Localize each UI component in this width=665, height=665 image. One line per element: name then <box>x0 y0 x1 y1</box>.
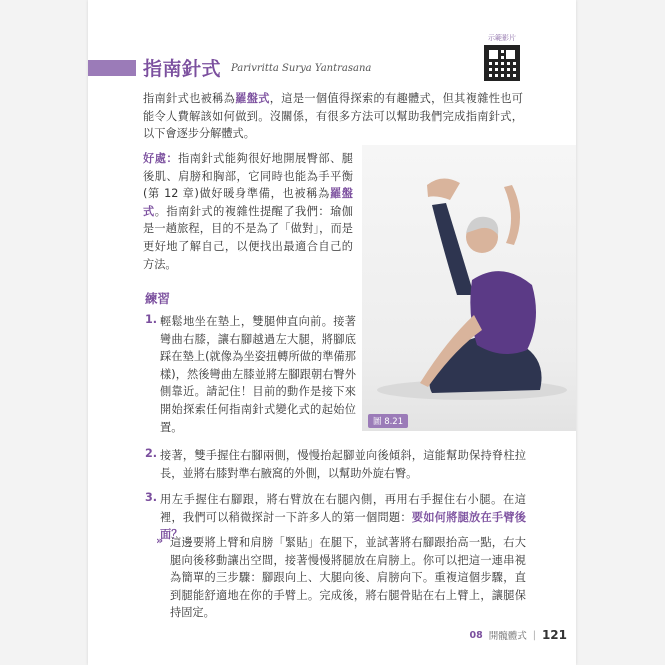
step-3-question: 要如何將腿放在手臂後面？ <box>160 510 526 542</box>
intro-highlight: 羅盤式 <box>235 92 270 105</box>
page-number: 121 <box>541 628 567 642</box>
intro-paragraph <box>143 90 523 143</box>
benefits-text-2: 。指南針式的複雜性提醒了我們：瑜伽是一趟旅程，目的不是為了「做對」，而是更好地了解自己，以便找出最適合自己的方法。 <box>143 204 353 271</box>
title-accent-bar <box>88 60 136 76</box>
qr-label: 示範影片 <box>488 34 516 42</box>
footer-separator: | <box>532 629 536 641</box>
raised-leg <box>432 203 474 295</box>
qr-code-icon[interactable] <box>484 45 520 81</box>
benefits-lead: 好處： <box>143 152 179 165</box>
step-1-text: 輕鬆地坐在墊上，雙腿伸直向前。接著彎曲右膝，讓右腳越過左大腿，將腳底踩在墊上(就像為坐姿扭轉所做的準備那樣)，然後彎曲左膝並將左腳跟朝右臀外側靠近。請記住！目前的動作是接下來開始探索任何指南針式變化式的起始位置。 <box>160 315 356 434</box>
step-3-number: 3. <box>145 491 158 504</box>
benefits-text-1: 指南針式能夠很好地開展臀部、腿後肌、肩膀和胸部，它同時也能為手平衡(第 12 章)做好暖身準備，也被稱為 <box>143 152 353 201</box>
benefits-highlight: 羅盤式 <box>143 187 353 218</box>
step-2-number: 2. <box>145 447 158 460</box>
chapter-title: 開髖體式 <box>488 631 527 642</box>
step-2-text: 接著，雙手握住右腳兩側，慢慢抬起腳並向後傾斜，這能幫助保持脊柱拉長，並將右膝對準右腋窩的外側，以幫助外旋右臀。 <box>160 449 526 480</box>
step-1-number: 1. <box>145 313 158 326</box>
qr-block <box>478 34 526 81</box>
raised-foot <box>427 178 460 200</box>
intro-text-1: 指南針式也被稱為 <box>143 92 236 105</box>
page-footer <box>469 628 567 642</box>
step-3-text-body: 用左手握住右腳跟，將右臂放在右腿內側，再用右手握住右小腿。在這裡，我們可以稍微探討一下許多人的第一個問題： <box>160 493 526 524</box>
intro-text-2: ，這是一個值得探索的有趣體式，但其複雜性也可能令人費解該如何做到。沒關係，有很多方法可以幫助我們完成指南針式，以下會逐步分解體式。 <box>143 92 523 141</box>
benefits-paragraph <box>143 150 353 273</box>
yoga-pose-illustration <box>362 145 576 431</box>
tank-top <box>470 271 536 354</box>
page-title: 指南針式 <box>143 58 222 80</box>
practice-heading: 練習 <box>145 291 171 306</box>
chapter-number: 08 <box>469 629 483 641</box>
sub-step-text: 這邊要將上臂和肩膀「緊貼」在腿下，並試著將右腳跟抬高一點，右大腿向後移動讓出空間，接著慢慢將腿放在肩膀上。你可以把這一連串視為簡單的三步驟：腳跟向上、大腿向後、肩膀向下。重複這個步驟，直到腿能舒適地在你的手臂上。完成後，將右腿骨貼在右上臂上，讓腿保持固定。 <box>170 536 526 620</box>
page-title-sanskrit: Parivritta Surya Yantrasana <box>231 63 372 74</box>
sub-bullet-marker: » <box>156 534 164 547</box>
figure-label: 圖 8.21 <box>368 414 408 428</box>
raised-arm <box>504 185 520 245</box>
pose-photo <box>362 145 576 431</box>
